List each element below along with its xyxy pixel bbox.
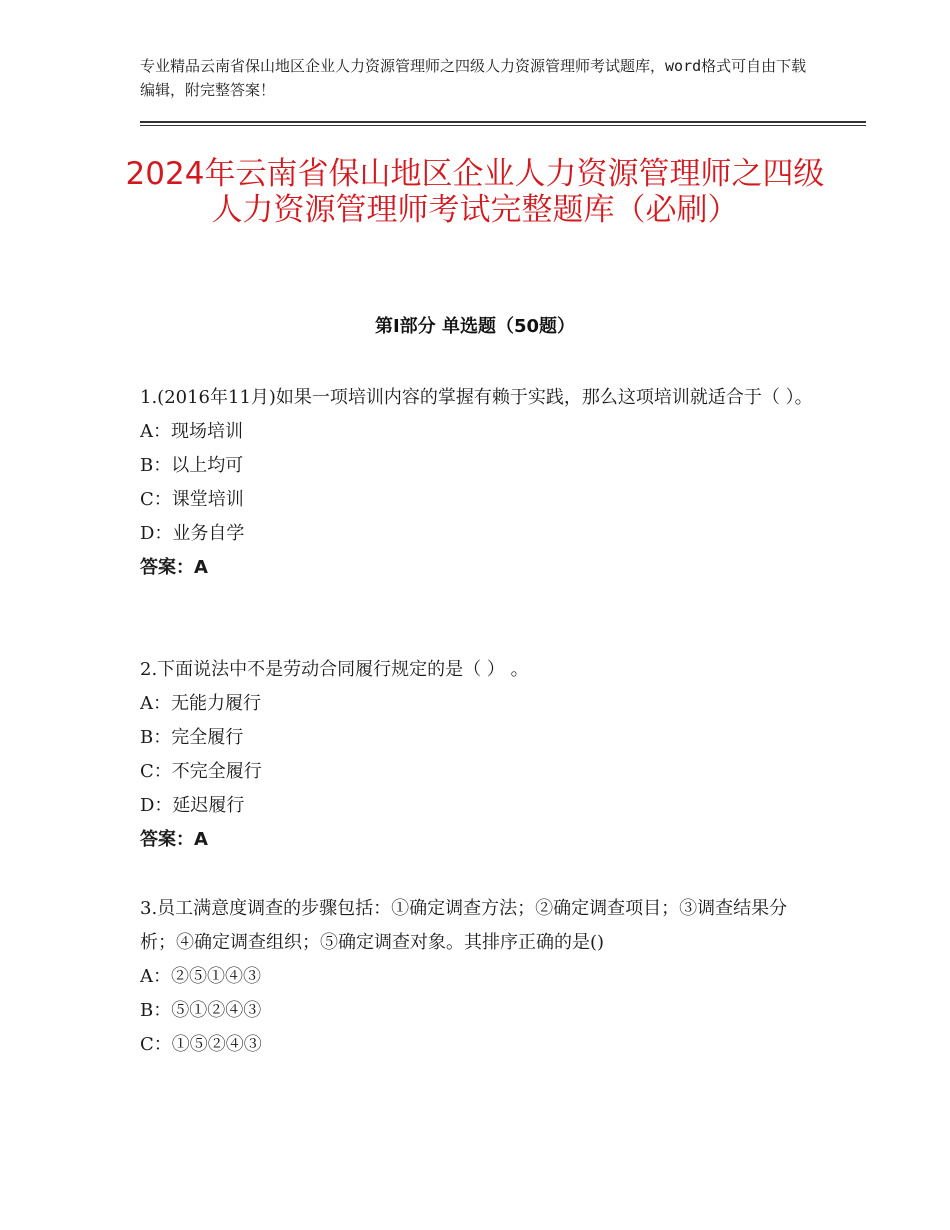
section-heading: 第Ⅰ部分 单选题（50题）: [374, 316, 575, 337]
option-c: C：①⑤②④③: [140, 1034, 262, 1055]
answer: 答案：A: [140, 557, 208, 578]
option-a: A：现场培训: [140, 421, 243, 442]
answer: 答案：A: [140, 829, 208, 850]
header-divider-thin: [140, 125, 866, 126]
question-2: [140, 653, 820, 857]
question-stem: 2.下面说法中不是劳动合同履行规定的是（ ） 。: [140, 659, 529, 680]
option-a: A：②⑤①④③: [140, 966, 261, 987]
option-d: D：延迟履行: [140, 795, 245, 816]
header-divider-thick: [140, 121, 866, 123]
option-c: C：课堂培训: [140, 489, 244, 510]
document-title: 2024年云南省保山地区企业人力资源管理师之四级人力资源管理师考试完整题库（必刷）: [125, 156, 825, 228]
option-b: B：完全履行: [140, 727, 244, 748]
option-c: C：不完全履行: [140, 761, 262, 782]
option-d: D：业务自学: [140, 523, 245, 544]
question-3: [140, 892, 820, 1062]
option-b: B：以上均可: [140, 455, 244, 476]
option-b: B：⑤①②④③: [140, 1000, 262, 1021]
question-stem: 1.(2016年11月)如果一项培训内容的掌握有赖于实践，那么这项培训就适合于（ ）。: [140, 387, 813, 408]
option-a: A：无能力履行: [140, 693, 261, 714]
header-note: 专业精品云南省保山地区企业人力资源管理师之四级人力资源管理师考试题库，word格式可自由下载编辑，附完整答案！: [140, 57, 807, 99]
question-stem: 3.员工满意度调查的步骤包括：①确定调查方法；②确定调查项目；③调查结果分析；④确定调查组织；⑤确定调查对象。其排序正确的是(): [140, 898, 788, 953]
question-1: [140, 381, 820, 585]
